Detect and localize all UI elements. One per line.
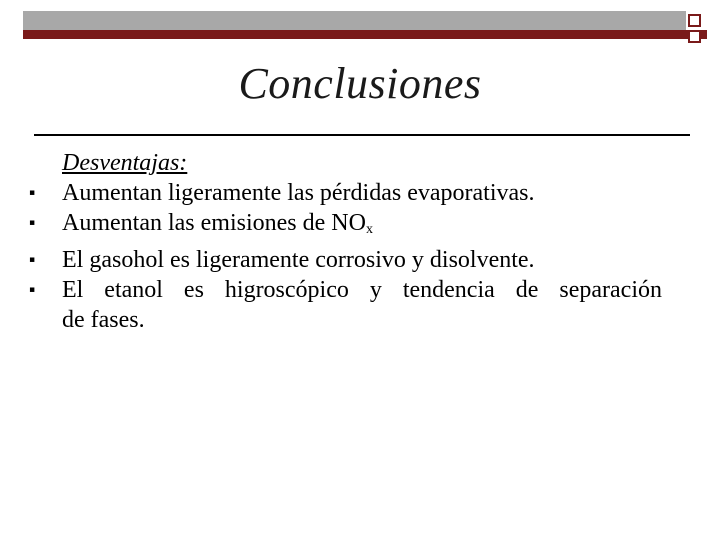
slide-body [29,148,662,335]
square-bullet-icon: ▪ [29,285,36,295]
list-item-text: Aumentan las emisiones de NO [62,210,366,236]
list-item [29,245,662,275]
square-bullet-icon: ▪ [29,218,36,228]
section-heading: Desventajas: [62,150,188,176]
decorative-top-band [23,11,686,30]
decorative-top-rule [23,30,707,39]
decorative-corner-box [688,30,701,43]
list-item-text: Aumentan ligeramente las pérdidas evaporativas. [62,180,535,206]
square-bullet-icon: ▪ [29,255,36,265]
slide-title: Conclusiones [238,59,482,108]
list-item-text: El gasohol es ligeramente corrosivo y disolvente. [62,247,535,273]
decorative-corner-box [688,14,701,27]
list-item [29,208,662,245]
list-item-text-line: de fases. [62,307,145,333]
subscript-text: x [365,222,373,237]
square-bullet-icon: ▪ [29,188,36,198]
title-divider [34,134,690,136]
list-item [29,275,662,335]
list-item-text-line: El etanol es higroscópico y tendencia de separación [62,277,662,303]
list-item [29,178,662,208]
